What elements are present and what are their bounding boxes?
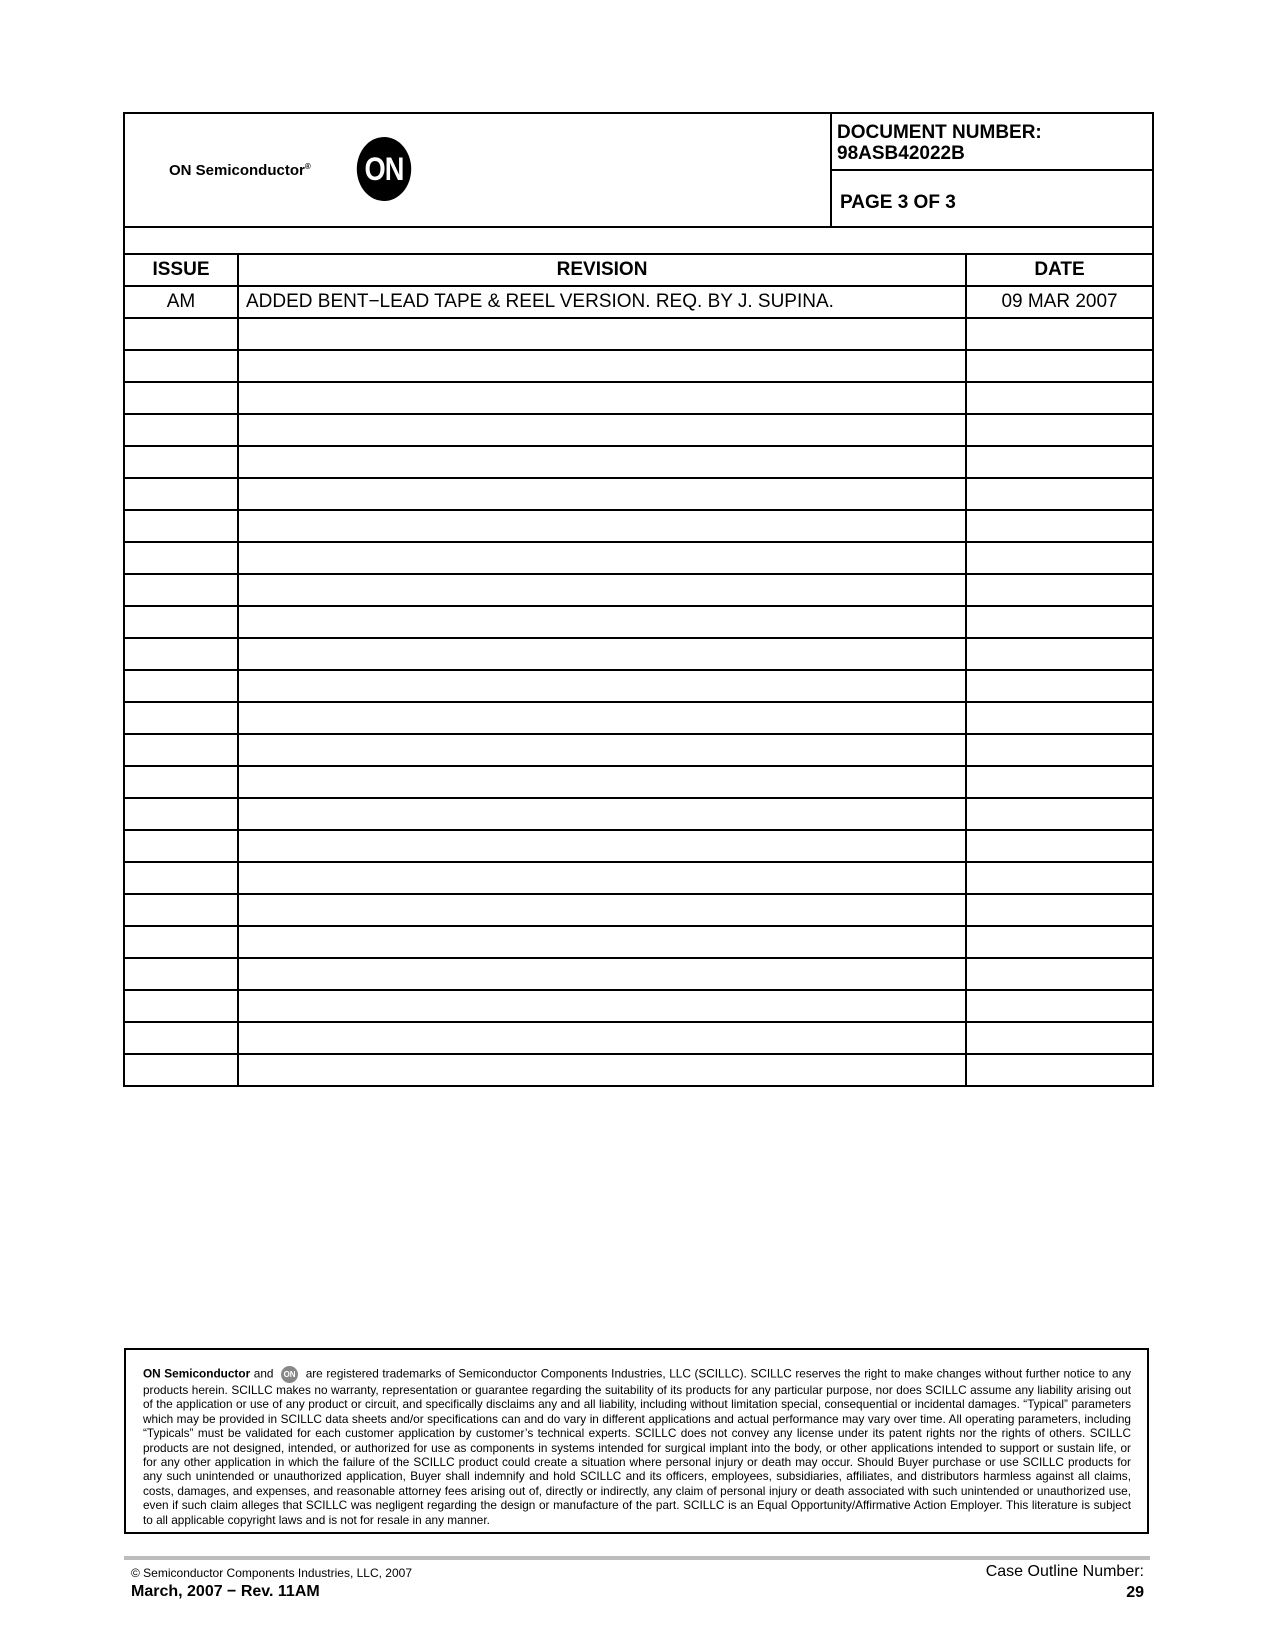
revision-cell <box>238 638 966 670</box>
issue-cell <box>124 510 238 542</box>
legal-disclaimer <box>124 1348 1149 1534</box>
date-cell <box>966 1054 1153 1086</box>
table-header-row <box>124 254 1153 286</box>
issue-cell <box>124 1022 238 1054</box>
logo-area <box>125 114 832 226</box>
registered-mark: ® <box>304 162 311 171</box>
revision-cell <box>238 830 966 862</box>
date-cell <box>966 574 1153 606</box>
revision-cell <box>238 606 966 638</box>
issue-cell <box>124 830 238 862</box>
document-number-value: 98ASB42022B <box>837 143 965 164</box>
case-outline-number: 29 <box>1126 1584 1144 1601</box>
issue-cell <box>124 638 238 670</box>
issue-cell <box>124 1054 238 1086</box>
issue-cell <box>124 350 238 382</box>
issue-cell: AM <box>124 286 238 318</box>
date-cell: 09 MAR 2007 <box>966 286 1153 318</box>
case-outline-label: Case Outline Number: <box>985 1563 1144 1580</box>
disclaimer-body: are registered trademarks of Semiconductor Components Industries, LLC (SCILLC). SCILLC reserves the right to make changes without further notice to any products herein. SCILLC makes no warranty, representation or guarantee regarding the suitability of its products for any particular purpose, nor does SCILLC assume any liability arising out of the application or use of any product or circuit, and specifically disclaims any and all liability, including without limitation special, consequential or incidental damages. “Typical” parameters which may be provided in SCILLC data sheets and/or specifications can and do vary in different applications and actual performance may vary over time. All operating parameters, including “Typicals” must be validated for each customer application by customer’s technical experts. SCILLC does not convey any license under its patent rights nor the rights of others. SCILLC products are not designed, intended, or authorized for use as components in systems intended for surgical implant into the body, or other applications intended to support or sustain life, or for any other application in which the failure of the SCILLC product could create a situation where personal injury or death may occur. Should Buyer purchase or use SCILLC products for any such unintended or unauthorized application, Buyer shall indemnify and hold SCILLC and its officers, employees, subsidiaries, affiliates, and distributors harmless against all claims, costs, damages, and expenses, and reasonable attorney fees arising out of, directly or indirectly, any claim of personal injury or death associated with such unintended or unauthorized use, even if such claim alleges that SCILLC was negligent regarding the design or manufacture of the part. SCILLC is an Equal Opportunity/Affirmative Action Employer. This literature is subject to all applicable copyright laws and is not for resale in any manner. <box>143 1366 1132 1527</box>
date-cell <box>966 766 1153 798</box>
table-row <box>124 830 1153 862</box>
column-header-revision: REVISION <box>238 254 966 286</box>
date-cell <box>966 414 1153 446</box>
table-row <box>124 286 1153 318</box>
revision-cell <box>238 1022 966 1054</box>
footer-divider <box>124 1556 1150 1560</box>
issue-cell <box>124 958 238 990</box>
revision-cell <box>238 734 966 766</box>
revision-cell <box>238 446 966 478</box>
table-row <box>124 542 1153 574</box>
date-cell <box>966 542 1153 574</box>
table-row <box>124 670 1153 702</box>
issue-cell <box>124 414 238 446</box>
revision-table-body <box>124 286 1153 1086</box>
table-row <box>124 1022 1153 1054</box>
table-row <box>124 318 1153 350</box>
table-row <box>124 958 1153 990</box>
title-block <box>123 112 1154 228</box>
revision-cell <box>238 766 966 798</box>
issue-cell <box>124 862 238 894</box>
issue-cell <box>124 798 238 830</box>
logo-text: ON <box>364 150 404 187</box>
page-number: PAGE 3 OF 3 <box>840 192 956 213</box>
revision-cell <box>238 382 966 414</box>
document-number-label: DOCUMENT NUMBER: <box>837 122 1042 143</box>
issue-cell <box>124 478 238 510</box>
copyright: © Semiconductor Components Industries, LLC, 2007 <box>131 1566 412 1580</box>
table-row <box>124 798 1153 830</box>
date-cell <box>966 606 1153 638</box>
brand-text: ON Semiconductor <box>169 162 305 179</box>
table-row <box>124 926 1153 958</box>
table-row <box>124 734 1153 766</box>
brand-name <box>169 162 311 179</box>
table-row <box>124 414 1153 446</box>
revision-table <box>123 253 1154 1087</box>
date-cell <box>966 958 1153 990</box>
issue-cell <box>124 894 238 926</box>
revision-cell: ADDED BENT−LEAD TAPE & REEL VERSION. REQ. BY J. SUPINA. <box>238 286 966 318</box>
revision-cell <box>238 862 966 894</box>
disclaimer-and: and <box>253 1366 274 1381</box>
date-cell <box>966 638 1153 670</box>
table-row <box>124 510 1153 542</box>
date-cell <box>966 702 1153 734</box>
table-row <box>124 478 1153 510</box>
issue-cell <box>124 670 238 702</box>
table-row <box>124 862 1153 894</box>
date-cell <box>966 862 1153 894</box>
column-header-issue: ISSUE <box>124 254 238 286</box>
date-cell <box>966 446 1153 478</box>
table-row <box>124 638 1153 670</box>
date-cell <box>966 894 1153 926</box>
revision-cell <box>238 894 966 926</box>
on-mini-logo-icon <box>281 1366 298 1383</box>
table-row <box>124 446 1153 478</box>
on-logo-icon <box>357 137 411 201</box>
column-header-date: DATE <box>966 254 1153 286</box>
date-cell <box>966 734 1153 766</box>
issue-cell <box>124 542 238 574</box>
table-row <box>124 766 1153 798</box>
date-cell <box>966 798 1153 830</box>
table-row <box>124 350 1153 382</box>
revision-cell <box>238 414 966 446</box>
issue-cell <box>124 318 238 350</box>
table-row <box>124 382 1153 414</box>
divider <box>830 169 1152 171</box>
table-row <box>124 702 1153 734</box>
table-row <box>124 990 1153 1022</box>
revision-cell <box>238 350 966 382</box>
revision-cell <box>238 542 966 574</box>
issue-cell <box>124 574 238 606</box>
date-cell <box>966 926 1153 958</box>
date-cell <box>966 1022 1153 1054</box>
date-cell <box>966 510 1153 542</box>
date-cell <box>966 382 1153 414</box>
table-row <box>124 894 1153 926</box>
table-row <box>124 574 1153 606</box>
date-cell <box>966 990 1153 1022</box>
issue-cell <box>124 766 238 798</box>
revision-cell <box>238 702 966 734</box>
revision-cell <box>238 574 966 606</box>
table-row <box>124 1054 1153 1086</box>
revision-cell <box>238 798 966 830</box>
date-cell <box>966 350 1153 382</box>
revision-cell <box>238 958 966 990</box>
issue-cell <box>124 606 238 638</box>
table-row <box>124 606 1153 638</box>
document-number <box>837 122 1152 164</box>
date-cell <box>966 478 1153 510</box>
revision-cell <box>238 318 966 350</box>
revision-cell <box>238 990 966 1022</box>
revision-cell <box>238 1054 966 1086</box>
revision-cell <box>238 510 966 542</box>
issue-cell <box>124 734 238 766</box>
issue-cell <box>124 926 238 958</box>
disclaimer-brand: ON Semiconductor <box>143 1366 251 1381</box>
issue-cell <box>124 702 238 734</box>
issue-cell <box>124 446 238 478</box>
revision-cell <box>238 926 966 958</box>
spacer-row <box>123 226 1154 255</box>
date-cell <box>966 830 1153 862</box>
revision-cell <box>238 478 966 510</box>
issue-cell <box>124 990 238 1022</box>
date-cell <box>966 670 1153 702</box>
revision-cell <box>238 670 966 702</box>
date-cell <box>966 318 1153 350</box>
revision-date: March, 2007 − Rev. 11AM <box>131 1583 320 1600</box>
issue-cell <box>124 382 238 414</box>
mini-logo-text: ON <box>283 1370 296 1379</box>
